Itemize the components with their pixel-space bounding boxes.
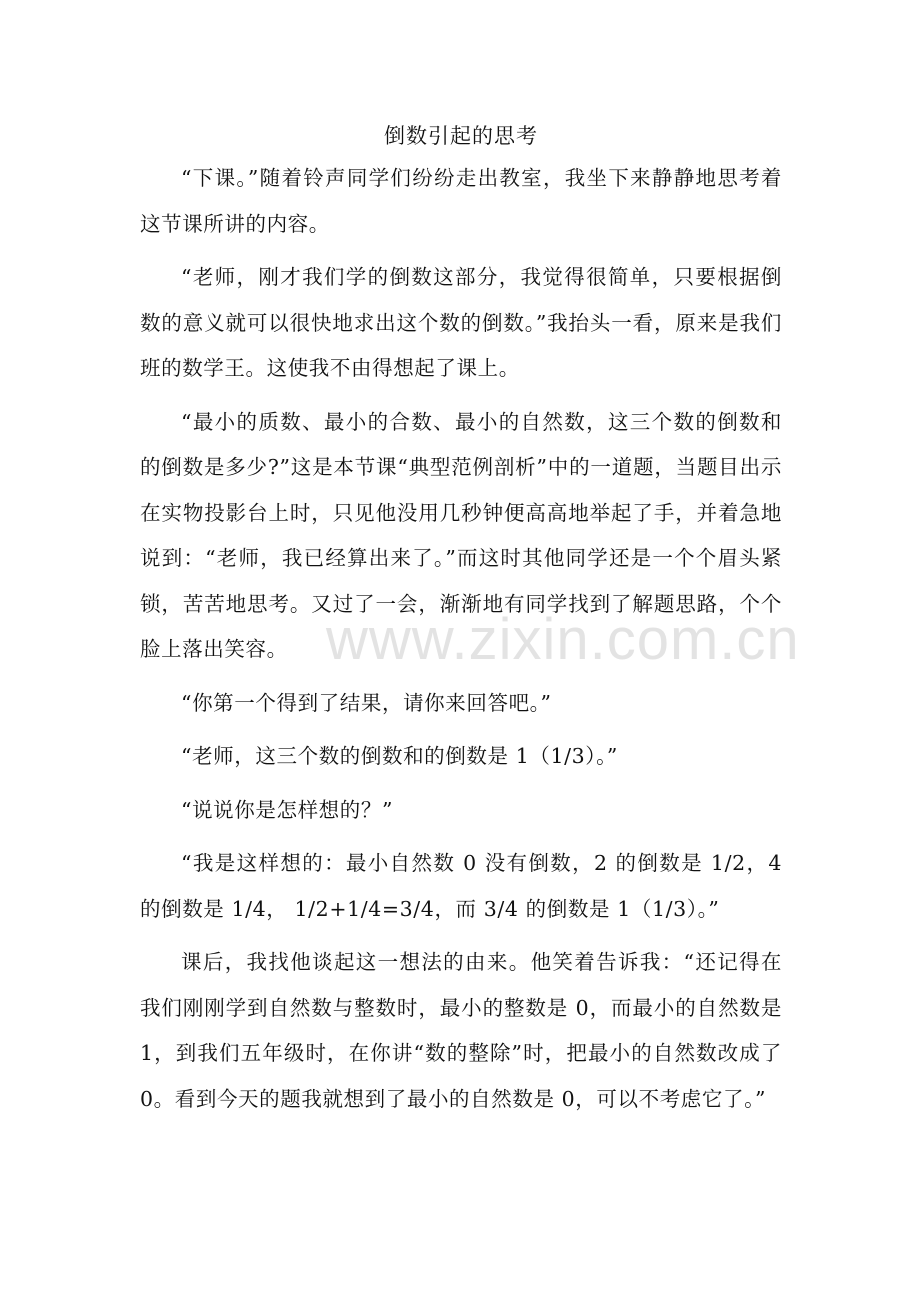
paragraph-7: “我是这样想的：最小自然数 0 没有倒数，2 的倒数是 1/2，4 的倒数是 1/4， 1/2+1/4=3/4，而 3/4 的倒数是 1（1/3）。”	[140, 851, 782, 921]
paragraph-8: 课后，我找他谈起这一想法的由来。他笑着告诉我：“还记得在我们刚刚学到自然数与整数时，最小的整数是 0，而最小的自然数是 1，到我们五年级时，在你讲“数的整除”时，把最小的自然数改成了 0。看到今天的题我就想到了最小的自然数是 0，可以不考虑它了。”	[140, 950, 782, 1111]
document-page	[140, 118, 782, 1130]
paragraph-4: “你第一个得到了结果，请你来回答吧。”	[181, 690, 552, 715]
paragraph-1: “下课。”随着铃声同学们纷纷走出教室，我坐下来静静地思考着这节课所讲的内容。	[140, 166, 782, 236]
document-title: 倒数引起的思考	[384, 124, 538, 148]
paragraph-3: “最小的质数、最小的合数、最小的自然数，这三个数的倒数和的倒数是多少?”这是本节课“典型范例剖析”中的一道题，当题目出示在实物投影台上时，只见他没用几秒钟便高高地举起了手，并着急地说到：“老师，我已经算出来了。”而这时其他同学还是一个个眉头紧锁，苦苦地思考。又过了一会，渐渐地有同学找到了解题思路，个个脸上落出笑容。	[140, 409, 782, 661]
paragraph-6: “说说你是怎样想的？”	[181, 797, 394, 822]
paragraph-2: “老师，刚才我们学的倒数这部分，我觉得很简单，只要根据倒数的意义就可以很快地求出这个数的倒数。”我抬头一看，原来是我们班的数学王。这使我不由得想起了课上。	[140, 265, 782, 380]
paragraph-5: “老师，这三个数的倒数和的倒数是 1（1/3）。”	[181, 744, 619, 768]
watermark: www.zixin.com.cn	[326, 607, 800, 672]
